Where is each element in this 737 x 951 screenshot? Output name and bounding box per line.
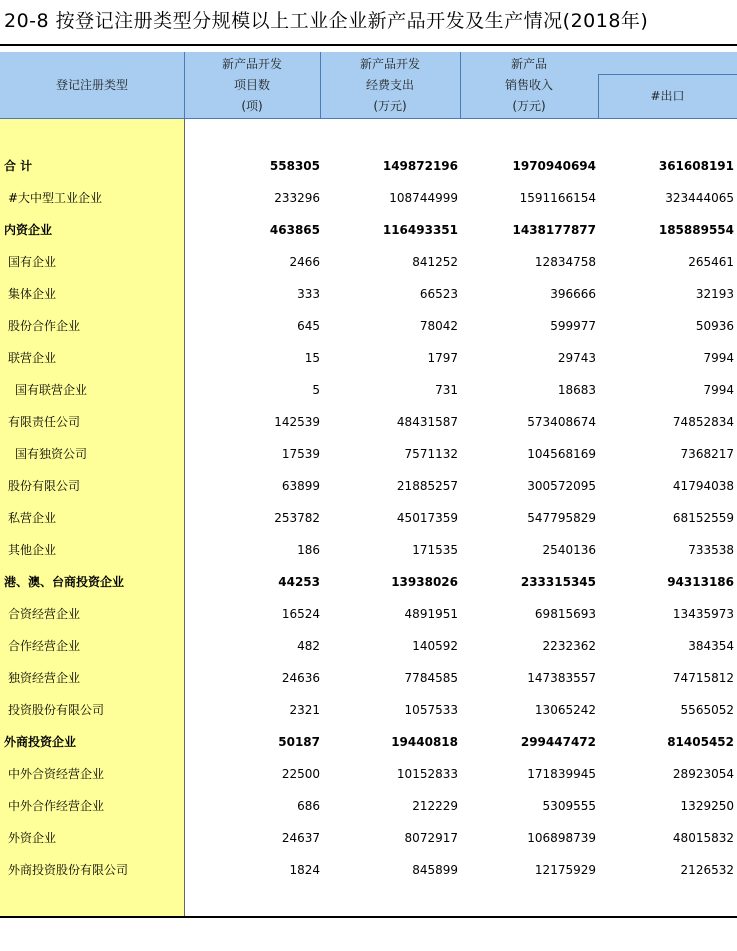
row-value: 482	[297, 639, 320, 653]
row-value: 116493351	[382, 223, 458, 237]
row-value: 845899	[412, 863, 458, 877]
table-row	[0, 214, 737, 246]
row-value: 8072917	[404, 831, 458, 845]
row-value: 50936	[695, 319, 734, 333]
row-category: 联营企业	[8, 351, 57, 365]
header-line: (项)	[241, 98, 263, 113]
header-project-count	[184, 52, 320, 118]
row-value: 299447472	[520, 735, 596, 749]
table-row	[0, 790, 737, 822]
row-value: 22500	[281, 767, 320, 781]
row-category: #大中型工业企业	[8, 191, 103, 205]
row-value: 2126532	[680, 863, 734, 877]
table-row	[0, 310, 737, 342]
row-value: 1797	[427, 351, 458, 365]
row-value: 463865	[269, 223, 320, 237]
row-value: 4891951	[404, 607, 458, 621]
table-row	[0, 278, 737, 310]
table-row	[0, 630, 737, 662]
header-line: 新产品	[510, 56, 547, 71]
row-value: 13938026	[391, 575, 458, 589]
top-rule	[0, 44, 737, 46]
row-category: 股份有限公司	[8, 479, 81, 493]
row-value: 300572095	[527, 479, 596, 493]
header-divider	[184, 52, 185, 118]
row-value: 106898739	[527, 831, 596, 845]
row-value: 12175929	[534, 863, 596, 877]
header-label: 登记注册类型	[55, 77, 128, 92]
table-row	[0, 406, 737, 438]
row-category: 中外合资经营企业	[8, 767, 105, 781]
row-value: 29743	[557, 351, 596, 365]
row-value: 142539	[274, 415, 320, 429]
row-value: 69815693	[534, 607, 596, 621]
table-row	[0, 502, 737, 534]
row-category: 国有联营企业	[15, 383, 88, 397]
table-row	[0, 470, 737, 502]
row-value: 686	[297, 799, 320, 813]
table-row	[0, 342, 737, 374]
row-value: 1970940694	[512, 159, 596, 173]
row-value: 28923054	[672, 767, 734, 781]
row-value: 233296	[274, 191, 320, 205]
table-row	[0, 534, 737, 566]
row-category: 投资股份有限公司	[8, 703, 105, 717]
row-value: 233315345	[520, 575, 596, 589]
row-category: 港、澳、台商投资企业	[4, 575, 125, 589]
row-category: 内资企业	[4, 223, 53, 237]
row-value: 185889554	[658, 223, 734, 237]
header-export	[598, 74, 737, 118]
header-subdivider	[598, 74, 737, 75]
row-value: 7994	[703, 383, 734, 397]
row-value: 45017359	[396, 511, 458, 525]
row-value: 19440818	[391, 735, 458, 749]
row-value: 24637	[281, 831, 320, 845]
row-category: 合作经营企业	[8, 639, 81, 653]
row-value: 573408674	[527, 415, 596, 429]
row-value: 44253	[278, 575, 320, 589]
row-value: 50187	[278, 735, 320, 749]
row-value: 5565052	[680, 703, 734, 717]
row-value: 48431587	[396, 415, 458, 429]
row-value: 1591166154	[519, 191, 596, 205]
bottom-rule	[0, 916, 737, 918]
header-line: (万元)	[512, 98, 546, 113]
header-development-expense	[320, 52, 460, 118]
row-value: 1824	[289, 863, 320, 877]
table-row	[0, 822, 737, 854]
row-value: 17539	[281, 447, 320, 461]
row-value: 5309555	[542, 799, 596, 813]
table-row	[0, 438, 737, 470]
row-value: 21885257	[396, 479, 458, 493]
row-value: 841252	[412, 255, 458, 269]
header-line: 经费支出	[365, 77, 414, 92]
row-value: 140592	[412, 639, 458, 653]
row-category: 其他企业	[8, 543, 57, 557]
row-value: 7994	[703, 351, 734, 365]
row-value: 94313186	[667, 575, 734, 589]
row-category: 中外合作经营企业	[8, 799, 105, 813]
row-category: 国有企业	[8, 255, 57, 269]
table-row	[0, 182, 737, 214]
row-value: 5	[312, 383, 320, 397]
table-header	[0, 52, 737, 118]
row-value: 10152833	[396, 767, 458, 781]
row-value: 7368217	[680, 447, 734, 461]
row-value: 186	[297, 543, 320, 557]
row-value: 265461	[688, 255, 734, 269]
row-value: 733538	[688, 543, 734, 557]
table-row	[0, 694, 737, 726]
row-value: 253782	[274, 511, 320, 525]
header-line: 销售收入	[504, 77, 553, 92]
row-value: 7571132	[404, 447, 458, 461]
row-value: 78042	[419, 319, 458, 333]
header-line: 新产品开发	[221, 56, 282, 71]
row-value: 149872196	[382, 159, 458, 173]
header-divider	[320, 52, 321, 118]
row-value: 1329250	[680, 799, 734, 813]
header-divider	[598, 74, 599, 118]
table-row	[0, 598, 737, 630]
header-line: (万元)	[373, 98, 407, 113]
row-value: 104568169	[527, 447, 596, 461]
row-value: 212229	[412, 799, 458, 813]
row-value: 333	[297, 287, 320, 301]
row-value: 41794038	[672, 479, 734, 493]
row-value: 384354	[688, 639, 734, 653]
row-category: 股份合作企业	[8, 319, 81, 333]
row-value: 2232362	[542, 639, 596, 653]
row-value: 74852834	[672, 415, 734, 429]
row-value: 147383557	[527, 671, 596, 685]
row-value: 74715812	[672, 671, 734, 685]
row-category: 有限责任公司	[8, 415, 81, 429]
row-value: 81405452	[667, 735, 734, 749]
row-value: 2321	[289, 703, 320, 717]
table-row	[0, 726, 737, 758]
table-row	[0, 374, 737, 406]
table-row	[0, 758, 737, 790]
row-value: 24636	[281, 671, 320, 685]
row-value: 68152559	[672, 511, 734, 525]
row-value: 1057533	[404, 703, 458, 717]
header-registration-type	[0, 52, 184, 118]
header-divider	[460, 52, 461, 118]
table-row	[0, 246, 737, 278]
row-value: 12834758	[534, 255, 596, 269]
row-value: 361608191	[658, 159, 734, 173]
row-value: 32193	[695, 287, 734, 301]
header-line: 新产品开发	[359, 56, 420, 71]
row-value: 599977	[550, 319, 596, 333]
row-value: 558305	[269, 159, 320, 173]
row-value: 171535	[412, 543, 458, 557]
table-row	[0, 662, 737, 694]
row-category: 私营企业	[8, 511, 57, 525]
row-value: 48015832	[672, 831, 734, 845]
row-category: 外商投资股份有限公司	[8, 863, 129, 877]
row-value: 13065242	[534, 703, 596, 717]
row-category: 合资经营企业	[8, 607, 81, 621]
row-value: 15	[304, 351, 320, 365]
header-label: #出口	[650, 88, 685, 103]
row-value: 1438177877	[512, 223, 596, 237]
row-category: 集体企业	[8, 287, 57, 301]
row-value: 63899	[281, 479, 320, 493]
row-value: 108744999	[389, 191, 458, 205]
table-row	[0, 150, 737, 182]
row-category: 外资企业	[8, 831, 57, 845]
row-value: 66523	[419, 287, 458, 301]
row-value: 16524	[281, 607, 320, 621]
row-value: 323444065	[665, 191, 734, 205]
page-title: 20-8 按登记注册类型分规模以上工业企业新产品开发及生产情况(2018年)	[4, 10, 649, 32]
table-row	[0, 566, 737, 598]
row-value: 171839945	[527, 767, 596, 781]
row-value: 396666	[550, 287, 596, 301]
row-value: 18683	[557, 383, 596, 397]
row-value: 2540136	[542, 543, 596, 557]
row-value: 645	[297, 319, 320, 333]
row-category: 合 计	[4, 159, 33, 173]
row-value: 7784585	[404, 671, 458, 685]
row-category: 国有独资公司	[15, 447, 88, 461]
row-value: 2466	[289, 255, 320, 269]
row-category: 独资经营企业	[8, 671, 81, 685]
header-line: 项目数	[233, 77, 270, 92]
row-category: 外商投资企业	[4, 735, 77, 749]
row-value: 731	[435, 383, 458, 397]
row-value: 547795829	[527, 511, 596, 525]
table-row	[0, 854, 737, 886]
header-sales-revenue	[460, 52, 598, 118]
row-value: 13435973	[672, 607, 734, 621]
